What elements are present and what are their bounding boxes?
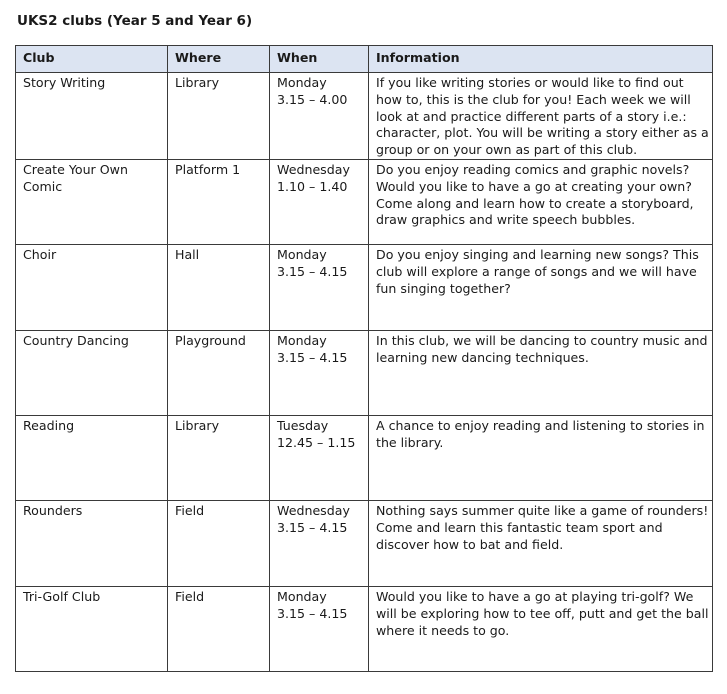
information-cell: If you like writing stories or would like to find out how to, this is the club for you! Each week we will look at and practice different parts of a story i.e.: character, plot. You will be writing a story either as a group or on your own as part of this club.: [369, 73, 713, 160]
when-time: 3.15 – 4.00: [277, 91, 348, 107]
when-time: 3.15 – 4.15: [277, 519, 348, 535]
when-day: Monday: [277, 588, 327, 604]
column-header-when: When: [270, 46, 369, 73]
information-cell: Do you enjoy reading comics and graphic novels? Would you like to have a go at creating your own? Come along and learn how to create a storyboard, draw graphics and write speech bubbles.: [369, 159, 713, 244]
where-cell: Field: [168, 586, 270, 671]
information-cell: In this club, we will be dancing to country music and learning new dancing techniques.: [369, 330, 713, 415]
table-row: [16, 73, 713, 160]
where-cell: Library: [168, 415, 270, 500]
column-header-where: Where: [168, 46, 270, 73]
when-cell: [270, 244, 369, 330]
when-time: 12.45 – 1.15: [277, 434, 356, 450]
when-cell: [270, 330, 369, 415]
when-day: Wednesday: [277, 502, 350, 518]
table-row: [16, 586, 713, 671]
when-cell: [270, 73, 369, 160]
where-cell: Playground: [168, 330, 270, 415]
when-day: Monday: [277, 246, 327, 262]
where-cell: Field: [168, 500, 270, 586]
when-cell: [270, 500, 369, 586]
when-time: 3.15 – 4.15: [277, 349, 348, 365]
where-cell: Platform 1: [168, 159, 270, 244]
table-row: [16, 330, 713, 415]
information-cell: A chance to enjoy reading and listening to stories in the library.: [369, 415, 713, 500]
table-header-row: [16, 46, 713, 73]
where-cell: Library: [168, 73, 270, 160]
when-cell: [270, 586, 369, 671]
information-cell: Nothing says summer quite like a game of rounders! Come and learn this fantastic team sport and discover how to bat and field.: [369, 500, 713, 586]
club-name-cell: Tri-Golf Club: [16, 586, 168, 671]
page-title: UKS2 clubs (Year 5 and Year 6): [17, 13, 253, 29]
club-name-cell: Reading: [16, 415, 168, 500]
table-row: [16, 244, 713, 330]
table-row: [16, 500, 713, 586]
when-day: Monday: [277, 332, 327, 348]
where-cell: Hall: [168, 244, 270, 330]
clubs-table: [15, 45, 713, 672]
club-name-cell: Choir: [16, 244, 168, 330]
when-time: 3.15 – 4.15: [277, 263, 348, 279]
when-time: 3.15 – 4.15: [277, 605, 348, 621]
information-cell: Do you enjoy singing and learning new songs? This club will explore a range of songs and we will have fun singing together?: [369, 244, 713, 330]
when-day: Monday: [277, 75, 327, 90]
when-day: Wednesday: [277, 161, 350, 177]
column-header-information: Information: [369, 46, 713, 73]
column-header-club: Club: [16, 46, 168, 73]
information-cell: Would you like to have a go at playing tri-golf? We will be exploring how to tee off, putt and get the ball where it needs to go.: [369, 586, 713, 671]
table-row: [16, 159, 713, 244]
when-cell: [270, 159, 369, 244]
club-name-cell: Rounders: [16, 500, 168, 586]
club-name-cell: Create Your Own Comic: [16, 159, 168, 244]
when-cell: [270, 415, 369, 500]
when-time: 1.10 – 1.40: [277, 178, 348, 194]
club-name-cell: Country Dancing: [16, 330, 168, 415]
when-day: Tuesday: [277, 417, 329, 433]
club-name-cell: Story Writing: [16, 73, 168, 160]
table-row: [16, 415, 713, 500]
